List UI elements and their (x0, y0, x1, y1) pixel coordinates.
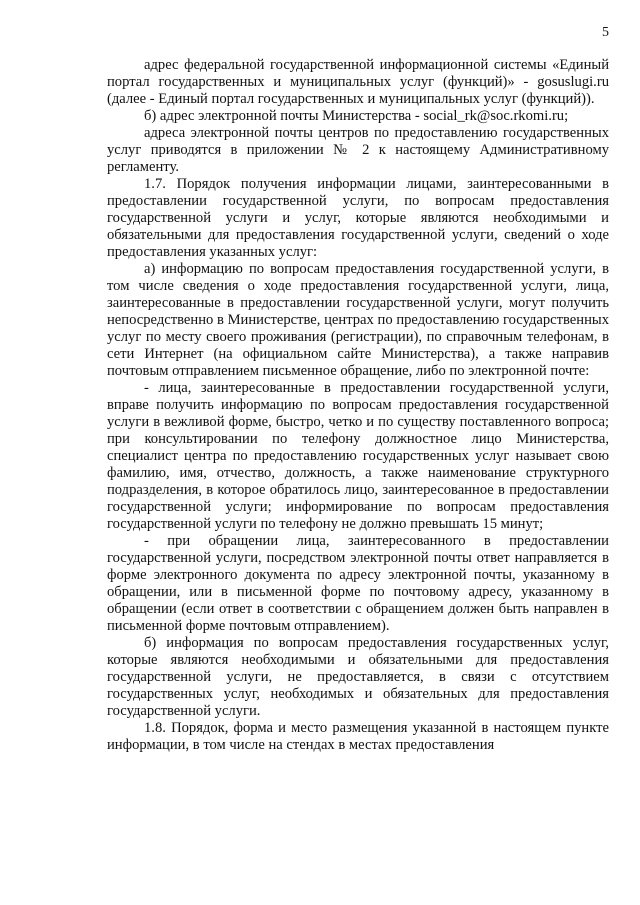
paragraph-epgu-address: адрес федеральной государственной информационной системы «Единый портал государственных и муниципальных услуг (функций)» - gosuslugi.ru (далее - Единый портал государственных и муниципальных услуг (функций)). (107, 57, 609, 107)
paragraph-centers-email: адреса электронной почты центров по предоставлению государственных услуг приводятся в приложении № 2 к настоящему Административному регламенту. (107, 125, 609, 175)
page-number: 5 (602, 25, 609, 40)
paragraph-1-7-a: а) информацию по вопросам предоставления государственной услуги, в том числе сведения о ходе предоставления государственной услуги, лица, заинтересованные в предоставлении государственной услуги, могут получить непосредственно в Министерстве, центрах по предоставлению государственных услуг по месту своего проживания (регистрации), по справочным телефонам, в сети Интернет (на официальном сайте Министерства), а также направив почтовым отправлением письменное обращение, либо по электронной почте: (107, 261, 609, 379)
paragraph-ministry-email: б) адрес электронной почты Министерства - social_rk@soc.rkomi.ru; (144, 108, 569, 124)
paragraph-1-7: 1.7. Порядок получения информации лицами, заинтересованными в предоставлении государственной услуги, по вопросам предоставления государственной услуги и услуг, которые являются необходимыми и обязательными для предоставления государственной услуги, сведений о ходе предоставления указанных услуг: (107, 176, 609, 260)
document-body (107, 57, 609, 754)
paragraph-1-7-a-phone: - лица, заинтересованные в предоставлении государственной услуги, вправе получить информацию по вопросам предоставления государственной услуги в вежливой форме, быстро, четко и по существу поставленного вопроса; при консультировании по телефону должностное лицо Министерства, специалист центра по предоставлению государственных услуг называет свою фамилию, имя, отчество, должность, а также наименование структурного подразделения, в которое обратилось лицо, заинтересованное в предоставлении государственной услуги; информирование по вопросам предоставления государственной услуги по телефону не должно превышать 15 минут; (107, 380, 609, 532)
paragraph-1-7-b: б) информация по вопросам предоставления государственных услуг, которые являются необходимыми и обязательными для предоставления государственной услуги, не предоставляется, в связи с отсутствием государственных услуг, необходимых и обязательных для предоставления государственной услуги. (107, 635, 609, 719)
paragraph-1-7-a-email: - при обращении лица, заинтересованного в предоставлении государственной услуги, посредством электронной почты ответ направляется в форме электронного документа по адресу электронной почты, указанному в обращении, или в письменной форме по почтовому адресу, указанному в обращении (если ответ в соответствии с обращением должен быть направлен в письменной форме почтовым отправлением). (107, 533, 609, 634)
paragraph-1-8: 1.8. Порядок, форма и место размещения указанной в настоящем пункте информации, в том числе на стендах в местах предоставления (107, 720, 609, 753)
